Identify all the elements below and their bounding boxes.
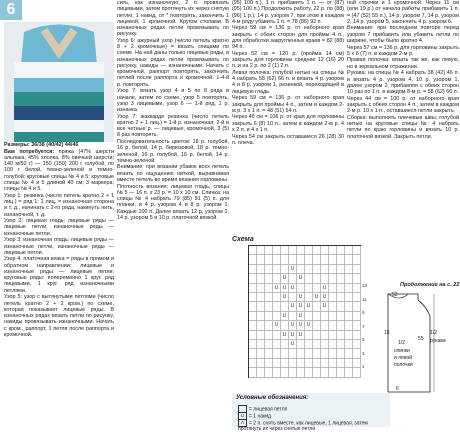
chart-cell: U bbox=[321, 302, 329, 311]
chart-cell bbox=[249, 359, 257, 368]
chart-cell bbox=[353, 284, 361, 293]
chart-cell bbox=[281, 302, 289, 311]
chart-cell bbox=[265, 246, 273, 255]
chart-cell bbox=[257, 274, 265, 283]
schematic-label: и левой bbox=[394, 355, 413, 361]
chart-cell: U bbox=[289, 265, 297, 274]
chart-cell bbox=[321, 359, 329, 368]
chart-cell bbox=[345, 349, 353, 358]
chart-cell bbox=[337, 340, 345, 349]
chart-cell bbox=[265, 331, 273, 340]
chart-row-number: 11 bbox=[362, 296, 367, 302]
schematic-label: 15 bbox=[384, 330, 390, 336]
chart-cell bbox=[281, 359, 289, 368]
chart-cell bbox=[337, 331, 345, 340]
chart-cell bbox=[345, 284, 353, 293]
chart-cell bbox=[281, 321, 289, 330]
chart-cell bbox=[337, 255, 345, 264]
chart-cell bbox=[305, 359, 313, 368]
col3-p6: Через 46 см = 106 р. от края для горловины закрыть 6 (8) 10 п., затем в каждом 2-м р. 4 х 2 п. и 4 х 1 п. bbox=[232, 114, 344, 133]
column-2 bbox=[117, 0, 229, 427]
col4-p7: Сборка: выполнить плечевые швы, голубой нитью на круговые спицы № 4 набрать петли по краю горловины и вязать 10 р. платочной вязкой. Закрыть петли. bbox=[347, 114, 459, 140]
chart-row-number: 1 bbox=[362, 364, 365, 369]
col4-p3: Через 57 см = 136 р. для горловины закрыть 5 х 6 (7) п. в каждом 2-м р. bbox=[347, 44, 459, 57]
chart-cell bbox=[321, 349, 329, 358]
chart-cell bbox=[337, 274, 345, 283]
chart-cell bbox=[257, 359, 265, 368]
col3-p2: Через 59 см = 136 р. от наборного края закрыть с обеих сторон для проймы 4 п., для обработки закругленных краев = 82 (88) 94 п. bbox=[232, 25, 344, 51]
chart-cell bbox=[265, 359, 273, 368]
col4-p1: ной строчки и 1 кромочной. Через 11 см (или 19 р.) от начала работы прибавить 1 п. = (47 (52) 55 п.), 14 р. узором 7, 14 р. узором 2, 14 р. узором 5, закончить 4 р. узором 6. bbox=[347, 0, 459, 25]
chart-cell bbox=[249, 312, 257, 321]
pattern-2-text: Узор 2: лицевая гладь: лицевые ряды — лицевые петли, изнаночные ряды — изнаночные петли. bbox=[4, 218, 114, 237]
chart-row-number: 13 bbox=[362, 283, 368, 288]
chart-cell bbox=[345, 255, 353, 264]
chart-cell bbox=[289, 312, 297, 321]
chart-cell bbox=[305, 265, 313, 274]
col2-p6: Внимание: при вязании убавок всех петель вязать по ощущению ниткой, выравнивая вместе петель во время вязания горловины. bbox=[117, 164, 229, 183]
chart-cell: U bbox=[297, 302, 305, 311]
chart-cell: U bbox=[289, 340, 297, 349]
chart-cell bbox=[321, 331, 329, 340]
col4-p4: Правая полочка: вязать так же, как левую, но в зеркальном отражении. bbox=[347, 57, 459, 70]
chart-cell bbox=[313, 274, 321, 283]
chart-cell bbox=[313, 246, 321, 255]
chart-cell: U bbox=[281, 274, 289, 283]
chart-cell bbox=[313, 368, 321, 377]
chart-cell bbox=[337, 368, 345, 377]
chart-cell bbox=[273, 246, 281, 255]
chart-cell bbox=[281, 340, 289, 349]
chart-row-number: 5 bbox=[362, 337, 365, 342]
chart-cell bbox=[297, 359, 305, 368]
chart-cell bbox=[329, 246, 337, 255]
chart-cell bbox=[329, 274, 337, 283]
pattern-3-text: Узор 3: изнаночная гладь: лицевые ряды — изнаночные петли, изнаночные ряды — лицевые петли. bbox=[4, 237, 114, 256]
chart-cell: U bbox=[289, 284, 297, 293]
chart-cell bbox=[353, 302, 361, 311]
chart-cell bbox=[353, 368, 361, 377]
chart-row-number: 9 bbox=[362, 310, 365, 315]
chart-cell: U bbox=[281, 312, 289, 321]
chart-cell: U bbox=[289, 321, 297, 330]
chart-cell bbox=[337, 349, 345, 358]
chart-cell bbox=[249, 293, 257, 302]
chart-cell: U bbox=[273, 321, 281, 330]
col3-p3: Через 52 см = 120 р. (пройма 14 см) закрыть для горловины средние 12 (16) 20 п. и на 2 р. по 2 (1) 2 п. bbox=[232, 50, 344, 70]
chart-cell bbox=[329, 331, 337, 340]
chart-cell bbox=[249, 255, 257, 264]
chart-cell bbox=[313, 331, 321, 340]
schematic-label: 52 bbox=[392, 292, 398, 298]
chart-cell bbox=[337, 284, 345, 293]
chart-cell bbox=[345, 302, 353, 311]
chart-cell bbox=[281, 368, 289, 377]
chart-cell bbox=[337, 359, 345, 368]
chart-cell: U bbox=[305, 321, 313, 330]
chart-cell: U bbox=[297, 321, 305, 330]
chart-cell bbox=[273, 359, 281, 368]
chart-cell bbox=[297, 349, 305, 358]
stitch-grid bbox=[248, 245, 361, 378]
chart-cell bbox=[297, 340, 305, 349]
chart-cell bbox=[273, 302, 281, 311]
chart-cell bbox=[329, 368, 337, 377]
chart-cell bbox=[345, 321, 353, 330]
chart-cell bbox=[305, 246, 313, 255]
chart-cell bbox=[345, 331, 353, 340]
chart-cell bbox=[345, 265, 353, 274]
chart-cell bbox=[249, 368, 257, 377]
chart-cell bbox=[353, 321, 361, 330]
chart-cell bbox=[257, 255, 265, 264]
sweater-photo bbox=[4, 22, 114, 142]
col3-p4: Левая полочка: голубой нитью на спицы № 4 набрать 58 (62) 66 п. и вязать 4 р. узором 4 и 8 р. узором 1, резинкой, переходящей в лицевую гладь. bbox=[232, 69, 344, 95]
chart-cell bbox=[329, 349, 337, 358]
chart-cell bbox=[257, 340, 265, 349]
chart-cell bbox=[305, 331, 313, 340]
legend-text: = 1 накид bbox=[249, 413, 271, 420]
chart-cell bbox=[281, 246, 289, 255]
chart-cell bbox=[353, 312, 361, 321]
chart-cell bbox=[305, 274, 313, 283]
chart-cell bbox=[281, 265, 289, 274]
chart-cell bbox=[273, 312, 281, 321]
chart-cell bbox=[321, 274, 329, 283]
schematic-label: спинки bbox=[394, 348, 410, 354]
chart-cell bbox=[337, 293, 345, 302]
chart-cell bbox=[321, 246, 329, 255]
chart-cell bbox=[313, 349, 321, 358]
pattern-1-text: Узор 1: резинка (число петель кратно 2 + 1 лиц.) = ряд 1: 1 лиц. = изнаночная сторона и т. д., начинать с 2-го ряда, накинуть нить, изнаночной, т. д. bbox=[4, 192, 114, 218]
chart-cell bbox=[273, 368, 281, 377]
chart-cell bbox=[265, 302, 273, 311]
chart-cell bbox=[305, 340, 313, 349]
chart-cell: U bbox=[297, 331, 305, 340]
chart-cell bbox=[329, 293, 337, 302]
col4-p6: Через 44 см = 100 р. от наборного края закрыть с обеих сторон 4 п., затем в каждом 2-м р. 10 х 1 п., оставшиеся петли закрыть. bbox=[347, 95, 459, 115]
chart-cell: U bbox=[305, 302, 313, 311]
chart-cell bbox=[313, 312, 321, 321]
chart-cell bbox=[305, 284, 313, 293]
legend-item bbox=[238, 419, 388, 432]
chart-cell: U bbox=[297, 312, 305, 321]
chart-cell bbox=[257, 312, 265, 321]
col4-p2: Внимание: при последнем повторе перед узором 7 прибавить или убавить петли по ширине, чтобы было кратно 4. bbox=[347, 25, 459, 44]
chart-cell bbox=[297, 284, 305, 293]
chart-cell: U bbox=[297, 293, 305, 302]
schematic-label: рукава bbox=[430, 338, 446, 344]
materials-text: пряжа (47% шерсти альпака, 45% хлопка, 8% овечьей шерсти; 140 м/50 г) — 150 (150) 200 г голубой, по 100 г белой, темно-зеленой и темно-голубой; круговые спицы № 4 и 5; круговые спицы № 4 и 5 длиной 40 см; 3 маркера; спицы № 4 и 5. bbox=[4, 148, 114, 193]
chart-cell: U bbox=[281, 331, 289, 340]
chart-cell bbox=[337, 312, 345, 321]
chart-cell bbox=[353, 246, 361, 255]
chart-cell bbox=[297, 246, 305, 255]
chart-cell bbox=[273, 265, 281, 274]
chart-cell bbox=[297, 255, 305, 264]
chart-cell bbox=[345, 312, 353, 321]
chart-cell bbox=[265, 284, 273, 293]
chart-cell bbox=[289, 246, 297, 255]
col3-p1: (95) 100 п.), 1 п. прибавить 1 п. — от (87) (95) 100 п.) Продолжить работу, 22 р. по (88) (96) 1 р.), 14 р. узором 7, при этом в каждом 4-м ряду убавить 1 п. = 78 (86) 92 п. bbox=[232, 0, 344, 25]
chart-cell bbox=[353, 274, 361, 283]
chart-cell: U bbox=[273, 284, 281, 293]
chart-row-number: 3 bbox=[362, 350, 365, 356]
legend-symbol: Λ bbox=[238, 419, 247, 427]
chart-cell bbox=[289, 293, 297, 302]
chart-cell bbox=[345, 359, 353, 368]
chart-cell bbox=[305, 349, 313, 358]
legend-text: = 2 п. снять вместе, как лицевые, 1 лицевая, затем протянуть их через снятые петли bbox=[238, 420, 368, 432]
chart-cell bbox=[321, 368, 329, 377]
chart-cell bbox=[249, 349, 257, 358]
chart-cell bbox=[313, 265, 321, 274]
chart-cell bbox=[257, 246, 265, 255]
chart-cell bbox=[337, 265, 345, 274]
col2-p1: сить, как изнаночную, 2 п. провязать лицевыми, затем протянуть их через снятую петлю, 1 накид, от * повторять, закончить 1 лицевой, 1 кромочной. Кругом стопами. В изнаночных рядах петли провязывать по рисунку. bbox=[117, 0, 229, 38]
chart-cell bbox=[289, 274, 297, 283]
chart-cell bbox=[337, 302, 345, 311]
chart-cell bbox=[329, 284, 337, 293]
chart-cell bbox=[305, 368, 313, 377]
column-4 bbox=[347, 0, 459, 285]
chart-cell: U bbox=[313, 293, 321, 302]
chart-cell bbox=[265, 349, 273, 358]
chart-cell bbox=[257, 331, 265, 340]
col3-p5: Через 59 см = 136 р. от наборного края закрыть для проймы 4 п., затем в каждом 2-м р. 3 х 1 п. = 48 (51) 54 п. bbox=[232, 95, 344, 114]
col2-p7: Плотность вязания: лицевая гладь, спицы № 5 — 16 п. х 23 р. = 10 х 10 см. Спинка: на спицы № 4 набрать 79 (85) 91 (5) п. для планки, и 4 р. узором 4 и 8 р. узором 1. Каждые 100 п. Далее вязать 12 р. узором 2, 14 р. узором 5 и 10 р. платочной вязкой. bbox=[117, 183, 229, 221]
chart-cell: U bbox=[321, 284, 329, 293]
legend-title: Условные обозначения: bbox=[236, 395, 309, 401]
col2-p3: Узор 7: вязать узор 4 и 5 по 8 ряда в начале, затем по схеме, узор 5 повторять, узор 3 лицевыми, узор 6 — 1-й ряд, 1 р. изнанка. bbox=[117, 88, 229, 114]
chart-cell: U bbox=[289, 302, 297, 311]
column-3 bbox=[232, 0, 344, 232]
chart-cell bbox=[305, 293, 313, 302]
sweater-illustration bbox=[4, 22, 114, 142]
chart-cell bbox=[257, 368, 265, 377]
chart-cell: U bbox=[289, 331, 297, 340]
chart-cell bbox=[257, 284, 265, 293]
chart-cell bbox=[313, 340, 321, 349]
chart-cell bbox=[289, 349, 297, 358]
col4-p5: Рукава: на спицы № 4 набрать 38 (42) 46 п. и вязать 4 р. узором 4, 10 р. узором 1, далее узором 2, прибавляя с обеих сторон 10 раз по 1 п. в каждом 8-м р. = 58 (62) 66 п. bbox=[347, 70, 459, 96]
col2-p4: Узор 7: жаккарде резинка (число петель кратно 2 + 1 лиц.) = 1-й р. изнаночная; 2-й и все четные р. — лицевые, кромочной, 3 (5) 8 раз повторять. bbox=[117, 113, 229, 139]
chart-cell bbox=[337, 321, 345, 330]
chart-cell bbox=[353, 293, 361, 302]
col2-p5: Последовательность цветов: 18 р. голубой, 16 р. белой, 14 р. бирюзовой, 18 р. темно-зеленой, 16 р. голубой, 16 р. белой, 14 р. темно-зеленой. bbox=[117, 139, 229, 164]
chart-cell bbox=[265, 340, 273, 349]
materials-heading: Вам потребуется: bbox=[4, 148, 55, 155]
chart-cell bbox=[249, 274, 257, 283]
chart-cell bbox=[329, 255, 337, 264]
chart-cell bbox=[273, 349, 281, 358]
chart-cell bbox=[345, 246, 353, 255]
chart-cell bbox=[265, 321, 273, 330]
schematic-label: 55 bbox=[418, 336, 424, 342]
chart-cell bbox=[265, 293, 273, 302]
legend-symbol: U bbox=[238, 412, 247, 420]
chart-cell bbox=[273, 274, 281, 283]
chart-cell bbox=[257, 293, 265, 302]
chart-cell bbox=[265, 265, 273, 274]
chart-cell bbox=[353, 265, 361, 274]
chart-cell bbox=[353, 255, 361, 264]
chart-cell bbox=[297, 368, 305, 377]
chart-cell bbox=[289, 368, 297, 377]
chart-cell bbox=[265, 368, 273, 377]
chart-cell bbox=[249, 246, 257, 255]
legend-box bbox=[232, 393, 390, 432]
col3-p7: Через 54 см закрыть оставшиеся 26 (28) 30 п. плеча. bbox=[232, 133, 344, 146]
pattern-4-text: Узор 4: платочная вязка = ряды в прямом и обратном направлении: лицевые и изнаночные ряды — лицевые петли; круговые ряды: попеременно 1 круг. ряд лицевыми, 1 круг. ряд изнаночными петлями. bbox=[4, 256, 114, 294]
chart-cell bbox=[265, 255, 273, 264]
chart-cell bbox=[249, 302, 257, 311]
chart-cell bbox=[313, 255, 321, 264]
chart-cell bbox=[273, 340, 281, 349]
chart-cell bbox=[353, 331, 361, 340]
chart-cell bbox=[305, 255, 313, 264]
garment-schematic bbox=[378, 288, 458, 398]
chart-cell bbox=[329, 312, 337, 321]
sizes: Размеры: 36/38 (40/42) 44/46 bbox=[4, 142, 79, 148]
schematic-label: полочки bbox=[394, 362, 413, 368]
chart-cell bbox=[329, 359, 337, 368]
stitch-chart bbox=[234, 245, 374, 387]
chart-cell bbox=[257, 349, 265, 358]
col2-p2: Узор 6: ажурный узор (число петель кратно 8 + 2 кромочные) = вязать спицами по схеме. На ней даны только лицевые ряды, в изнаночных рядах петли провязывать по рисунку, накиды — изнаночными. Начать с кромочной, раппорт повторять, закончить петлей после раппорта и кромочной. 1-4-й р. повторять. bbox=[117, 37, 229, 88]
chart-cell bbox=[297, 265, 305, 274]
chart-cell bbox=[329, 340, 337, 349]
page-number-badge: 6 bbox=[0, 0, 22, 20]
chart-cell bbox=[329, 321, 337, 330]
chart-cell bbox=[345, 293, 353, 302]
chart-cell bbox=[289, 255, 297, 264]
chart-cell bbox=[313, 321, 321, 330]
chart-cell bbox=[257, 302, 265, 311]
chart-cell bbox=[249, 284, 257, 293]
chart-cell bbox=[353, 359, 361, 368]
chart-cell bbox=[353, 349, 361, 358]
chart-cell bbox=[345, 368, 353, 377]
chart-cell bbox=[305, 312, 313, 321]
continued-note: Продолжение на с. 22 bbox=[400, 282, 460, 288]
chart-cell bbox=[313, 359, 321, 368]
chart-cell bbox=[345, 340, 353, 349]
chart-cell bbox=[249, 265, 257, 274]
chart-cell: U bbox=[321, 293, 329, 302]
chart-cell bbox=[265, 312, 273, 321]
chart-cell bbox=[313, 284, 321, 293]
chart-cell: U bbox=[281, 293, 289, 302]
chart-cell bbox=[321, 340, 329, 349]
chart-cell bbox=[281, 349, 289, 358]
chart-cell bbox=[257, 265, 265, 274]
chart-cell bbox=[321, 265, 329, 274]
schematic-label: 6 bbox=[396, 386, 399, 392]
chart-cell bbox=[249, 340, 257, 349]
chart-row-number: 7 bbox=[362, 323, 365, 329]
chart-cell bbox=[321, 321, 329, 330]
pattern-5-text: Узор 5: узор с вытянутыми петлями (число петель кратно 2 + 2 кром.) по схеме, которая показывает лицевые ряды. В изнаночных рядах вязать петли по рисунку, накиды провязывать изнаночными. Начать с кром., раппорт, 1 петля после раппорта и кромочной. bbox=[4, 294, 114, 338]
chart-cell bbox=[329, 265, 337, 274]
chart-cell bbox=[273, 255, 281, 264]
chart-cell bbox=[257, 321, 265, 330]
schematic-label: 1/2 bbox=[398, 340, 405, 346]
schematic-label: 1/2 bbox=[430, 330, 437, 336]
chart-cell bbox=[329, 302, 337, 311]
chart-cell bbox=[273, 331, 281, 340]
chart-cell bbox=[313, 302, 321, 311]
chart-cell bbox=[273, 293, 281, 302]
chart-cell bbox=[337, 246, 345, 255]
chart-cell bbox=[321, 255, 329, 264]
chart-cell bbox=[265, 274, 273, 283]
chart-cell bbox=[249, 331, 257, 340]
legend-text: = лицевая петля bbox=[249, 406, 288, 413]
chart-cell bbox=[289, 359, 297, 368]
chart-cell bbox=[353, 340, 361, 349]
chart-cell bbox=[345, 274, 353, 283]
schema-title: Схема bbox=[232, 236, 254, 243]
chart-cell bbox=[321, 312, 329, 321]
chart-cell bbox=[249, 321, 257, 330]
column-1 bbox=[4, 142, 114, 427]
chart-cell bbox=[281, 255, 289, 264]
chart-cell: U bbox=[281, 284, 289, 293]
chart-cell: U bbox=[297, 274, 305, 283]
